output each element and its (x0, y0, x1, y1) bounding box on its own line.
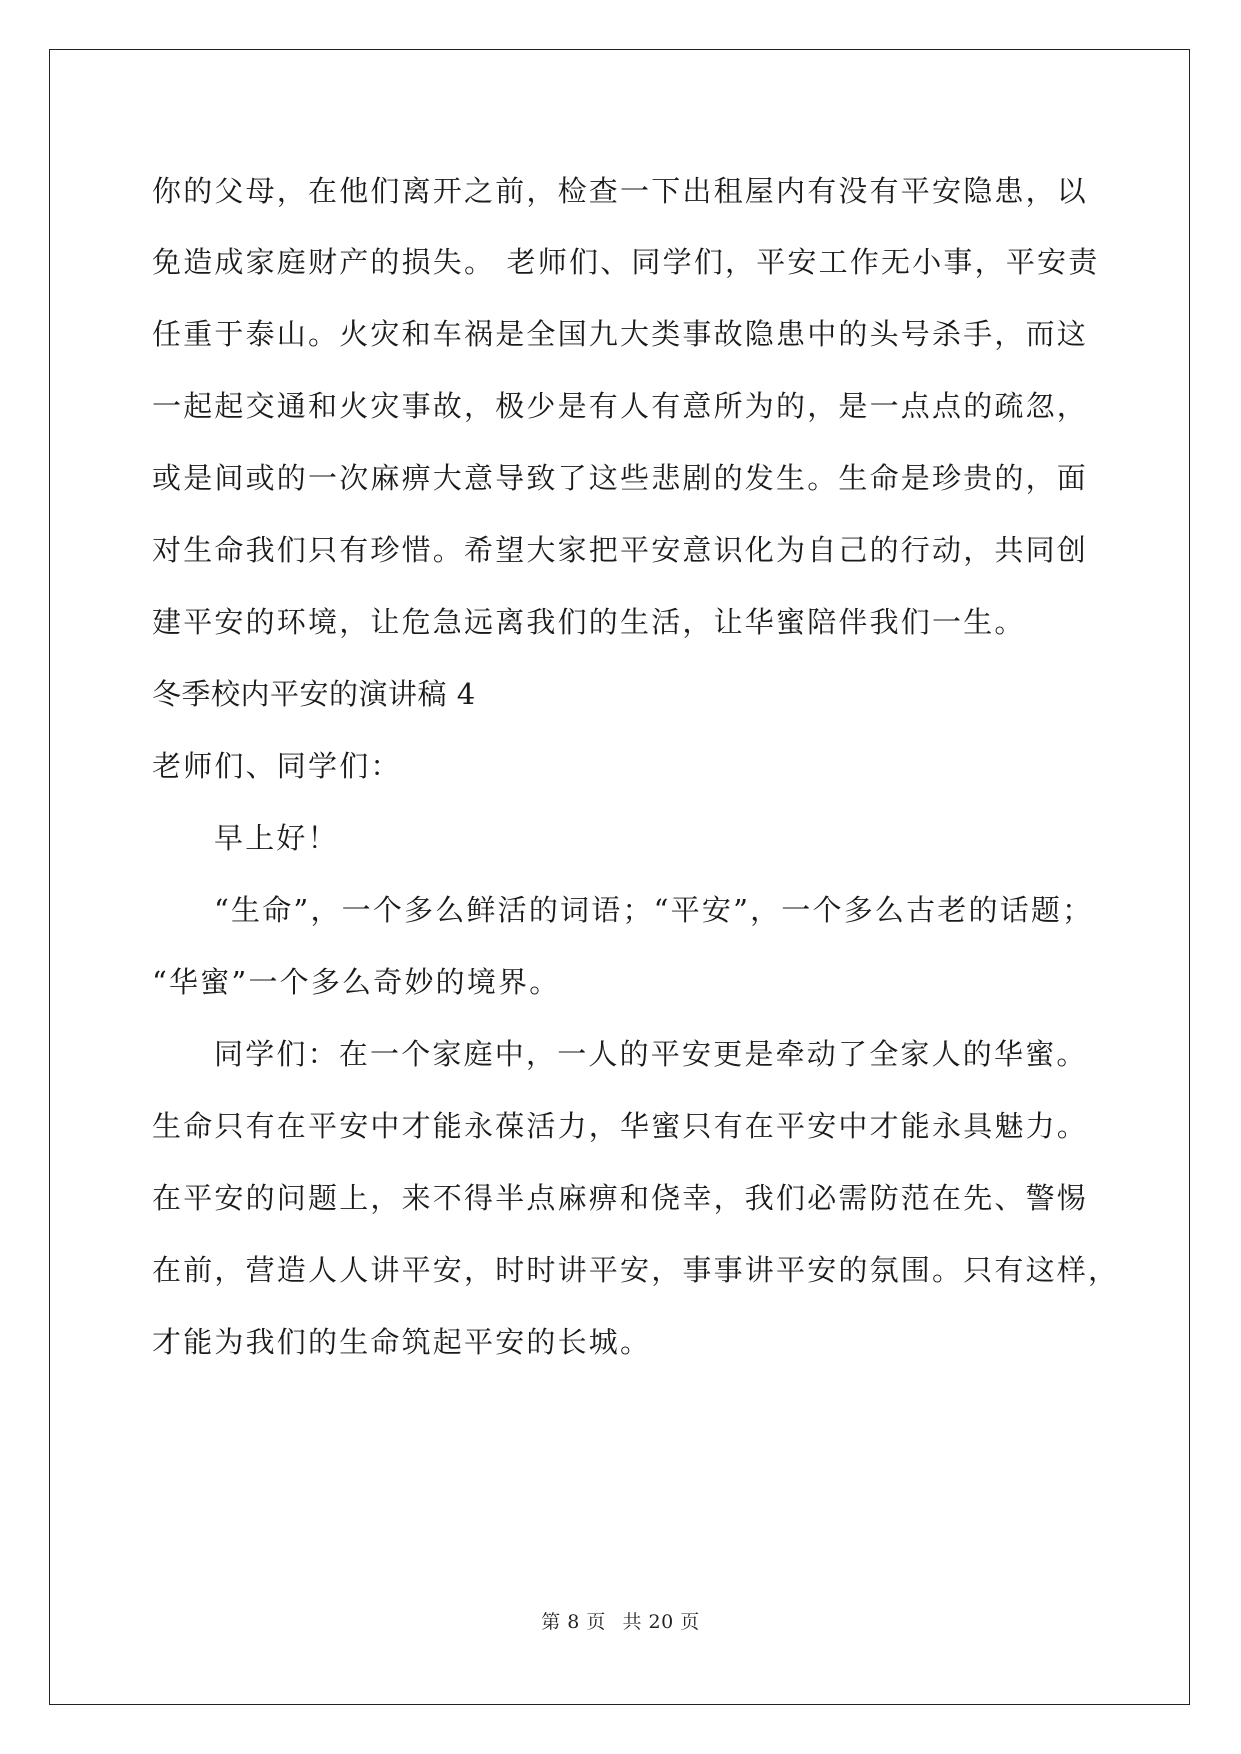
paragraph-line: 才能为我们的生命筑起平安的长城。 (152, 1325, 652, 1359)
section-heading: 冬季校内平安的演讲稿 4 (152, 677, 476, 711)
paragraph-line: “华蜜”一个多么奇妙的境界。 (152, 965, 561, 999)
body-line: 一起起交通和火灾事故，极少是有人有意所为的，是一点点的疏忽， (152, 389, 1089, 423)
page-total: 共 20 页 (622, 1611, 700, 1633)
body-line: 或是间或的一次麻痹大意导致了这些悲剧的发生。生命是珍贵的，面 (152, 461, 1089, 495)
body-line: 对生命我们只有珍惜。希望大家把平安意识化为自己的行动，共同创 (152, 533, 1089, 567)
paragraph-line: “生命”，一个多么鲜活的词语；“平安”，一个多么古老的话题； (214, 893, 1094, 927)
body-line: 建平安的环境，让危急远离我们的生活，让华蜜陪伴我们一生。 (152, 605, 1026, 639)
greeting: 早上好！ (214, 821, 339, 855)
paragraph-line: 在平安的问题上，来不得半点麻痹和侥幸，我们必需防范在先、警惕 (152, 1181, 1089, 1215)
paragraph-line: 在前，营造人人讲平安，时时讲平安，事事讲平安的氛围。只有这样， (152, 1253, 1120, 1287)
page-footer (0, 1610, 1241, 1634)
page-number: 第 8 页 (541, 1611, 606, 1633)
paragraph-line: 同学们：在一个家庭中，一人的平安更是牵动了全家人的华蜜。 (214, 1037, 1088, 1071)
body-line: 任重于泰山。火灾和车祸是全国九大类事故隐患中的头号杀手，而这 (152, 317, 1089, 351)
body-line: 免造成家庭财产的损失。 老师们、同学们，平安工作无小事，平安责 (152, 245, 1100, 279)
body-line: 你的父母，在他们离开之前，检查一下出租屋内有没有平安隐患，以 (152, 174, 1089, 208)
page-border (49, 49, 1190, 1705)
paragraph-line: 生命只有在平安中才能永葆活力，华蜜只有在平安中才能永具魅力。 (152, 1109, 1089, 1143)
salutation: 老师们、同学们： (152, 749, 402, 783)
